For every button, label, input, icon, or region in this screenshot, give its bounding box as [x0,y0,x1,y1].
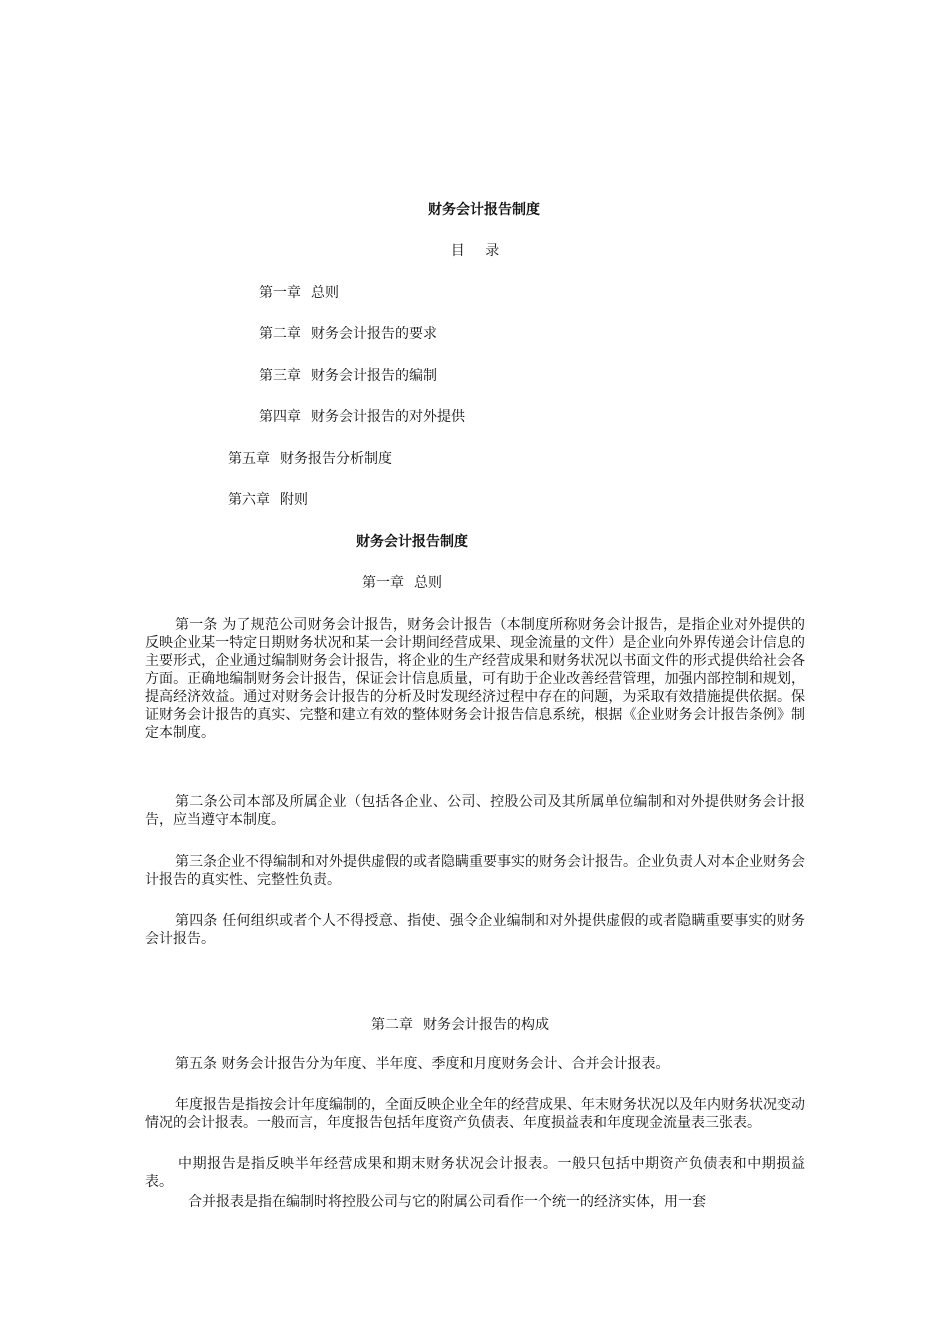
toc-item-number: 第一章 [259,285,301,301]
chapter-heading [371,1016,549,1034]
body-title: 财务会计报告制度 [356,534,468,550]
toc-item-number: 第三章 [259,368,301,384]
toc-item-number: 第五章 [228,451,270,467]
toc-item-title: 财务报告分析制度 [280,451,392,467]
toc-item-number: 第二章 [259,326,301,342]
article-paragraph: 合并报表是指在编制时将控股公司与它的附属公司看作一个统一的经济实体，用一套 [188,1194,706,1210]
article-paragraph: 第四条 任何组织或者个人不得授意、指使、强令企业编制和对外提供虚假的或者隐瞒重要事实的财务会计报告。 [145,913,805,947]
toc-item-title: 财务会计报告的对外提供 [311,409,465,425]
article-paragraph: 第二条公司本部及所属企业（包括各企业、公司、控股公司及其所属单位编制和对外提供财务会计报告，应当遵守本制度。 [145,794,805,828]
toc-item-title: 附则 [280,492,308,508]
toc-item [259,325,437,343]
toc-item [259,408,465,426]
article-paragraph: 第一条 为了规范公司财务会计报告，财务会计报告（本制度所称财务会计报告，是指企业对外提供的反映企业某一特定日期财务状况和某一会计期间经营成果、现金流量的文件）是企业向外界传递会计信息的主要形式，企业通过编制财务会计报告，将企业的生产经营成果和财务状况以书面文件的形式提供给社会各方面。正确地编制财务会计报告，保证会计信息质量，可有助于企业改善经营管理，加强内部控制和规划，提高经济效益。通过对财务会计报告的分析及时发现经济过程中存在的问题，为采取有效措施提供依据。保证财务会计报告的真实、完整和建立有效的整体财务会计报告信息系统，根据《企业财务会计报告条例》制定本制度。 [145,617,805,741]
article-paragraph: 第三条企业不得编制和对外提供虚假的或者隐瞒重要事实的财务会计报告。企业负责人对本企业财务会计报告的真实性、完整性负责。 [145,854,805,888]
article-paragraph: 中期报告是指反映半年经营成果和期末财务状况会计报表。一般只包括中期资产负债表和中期损益表。 [145,1156,805,1190]
toc-heading: 目 录 [450,243,508,259]
chapter-title: 财务会计报告的构成 [423,1017,549,1033]
toc-item-title: 财务会计报告的要求 [311,326,437,342]
toc-item-title: 总则 [311,285,339,301]
toc-item [228,491,308,509]
chapter-number: 第二章 [371,1017,413,1033]
toc-item-number: 第四章 [259,409,301,425]
toc-item-title: 财务会计报告的编制 [311,368,437,384]
chapter-title: 总则 [414,575,442,591]
document-title: 财务会计报告制度 [428,202,540,218]
article-paragraph: 第五条 财务会计报告分为年度、半年度、季度和月度财务会计、合并会计报表。 [175,1056,670,1072]
toc-item [228,450,392,468]
toc-item [259,367,437,385]
article-paragraph: 年度报告是指按会计年度编制的，全面反映企业全年的经营成果、年末财务状况以及年内财务状况变动情况的会计报表。一般而言，年度报告包括年度资产负债表、年度损益表和年度现金流量表三张表。 [145,1097,805,1131]
toc-item [259,284,339,302]
chapter-heading [362,574,442,592]
toc-item-number: 第六章 [228,492,270,508]
chapter-number: 第一章 [362,575,404,591]
